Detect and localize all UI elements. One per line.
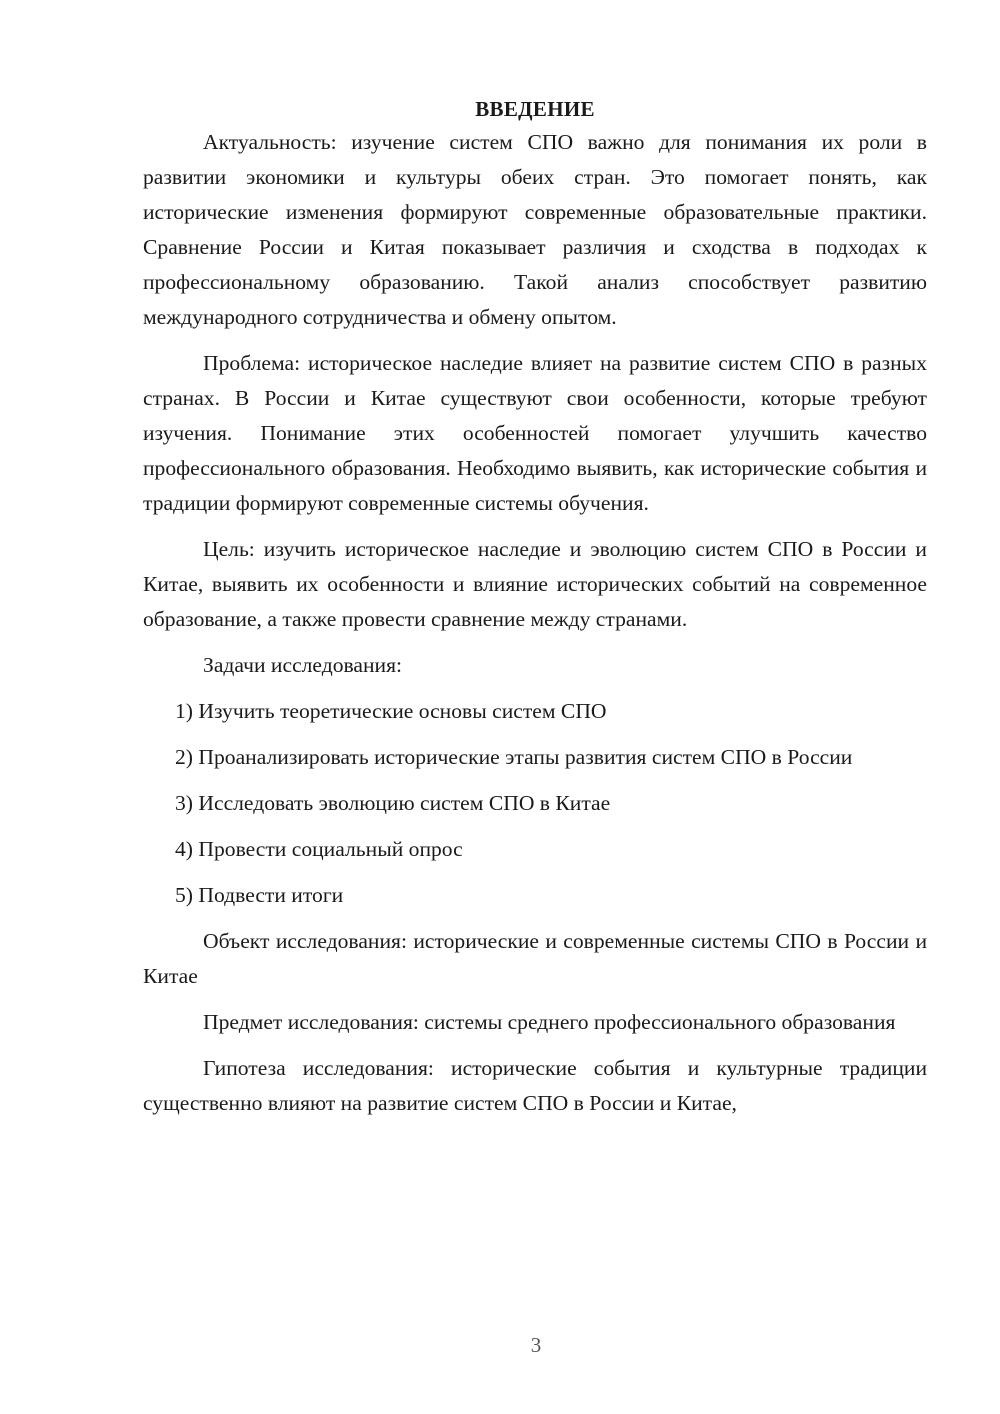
subject-paragraph: Предмет исследования: системы среднего профессионального образования (203, 1010, 896, 1034)
task-item: 1) Изучить теоретические основы систем СПО (175, 699, 607, 723)
page-content (143, 92, 927, 1132)
hypothesis-paragraph: Гипотеза исследования: исторические события и культурные традиции существенно влияют на развитие систем СПО в России и Китае, (143, 1056, 927, 1115)
section-heading: ВВЕДЕНИЕ (475, 97, 595, 121)
object-paragraph: Объект исследования: исторические и современные системы СПО в России и Китае (143, 929, 927, 988)
goal-paragraph: Цель: изучить историческое наследие и эволюцию систем СПО в России и Китае, выявить их особенности и влияние исторических событий на современное образование, а также провести сравнение между странами. (143, 537, 927, 631)
task-item: 4) Провести социальный опрос (175, 837, 463, 861)
task-item: 2) Проанализировать исторические этапы развития систем СПО в России (175, 745, 853, 769)
page-number: 3 (530, 1333, 542, 1357)
tasks-heading: Задачи исследования: (203, 653, 403, 677)
task-item: 3) Исследовать эволюцию систем СПО в Китае (175, 791, 611, 815)
problem-paragraph: Проблема: историческое наследие влияет на развитие систем СПО в разных странах. В России и Китае существуют свои особенности, которые требуют изучения. Понимание этих особенностей помогает улучшить качество профессионального образования. Необходимо выявить, как исторические события и традиции формируют современные системы обучения. (143, 351, 927, 515)
relevance-paragraph: Актуальность: изучение систем СПО важно для понимания их роли в развитии экономики и культуры обеих стран. Это помогает понять, как исторические изменения формируют современные образовательные практики. Сравнение России и Китая показывает различия и сходства в подходах к профессиональному образованию. Такой анализ способствует развитию международного сотрудничества и обмену опытом. (143, 130, 927, 329)
task-item: 5) Подвести итоги (175, 883, 344, 907)
